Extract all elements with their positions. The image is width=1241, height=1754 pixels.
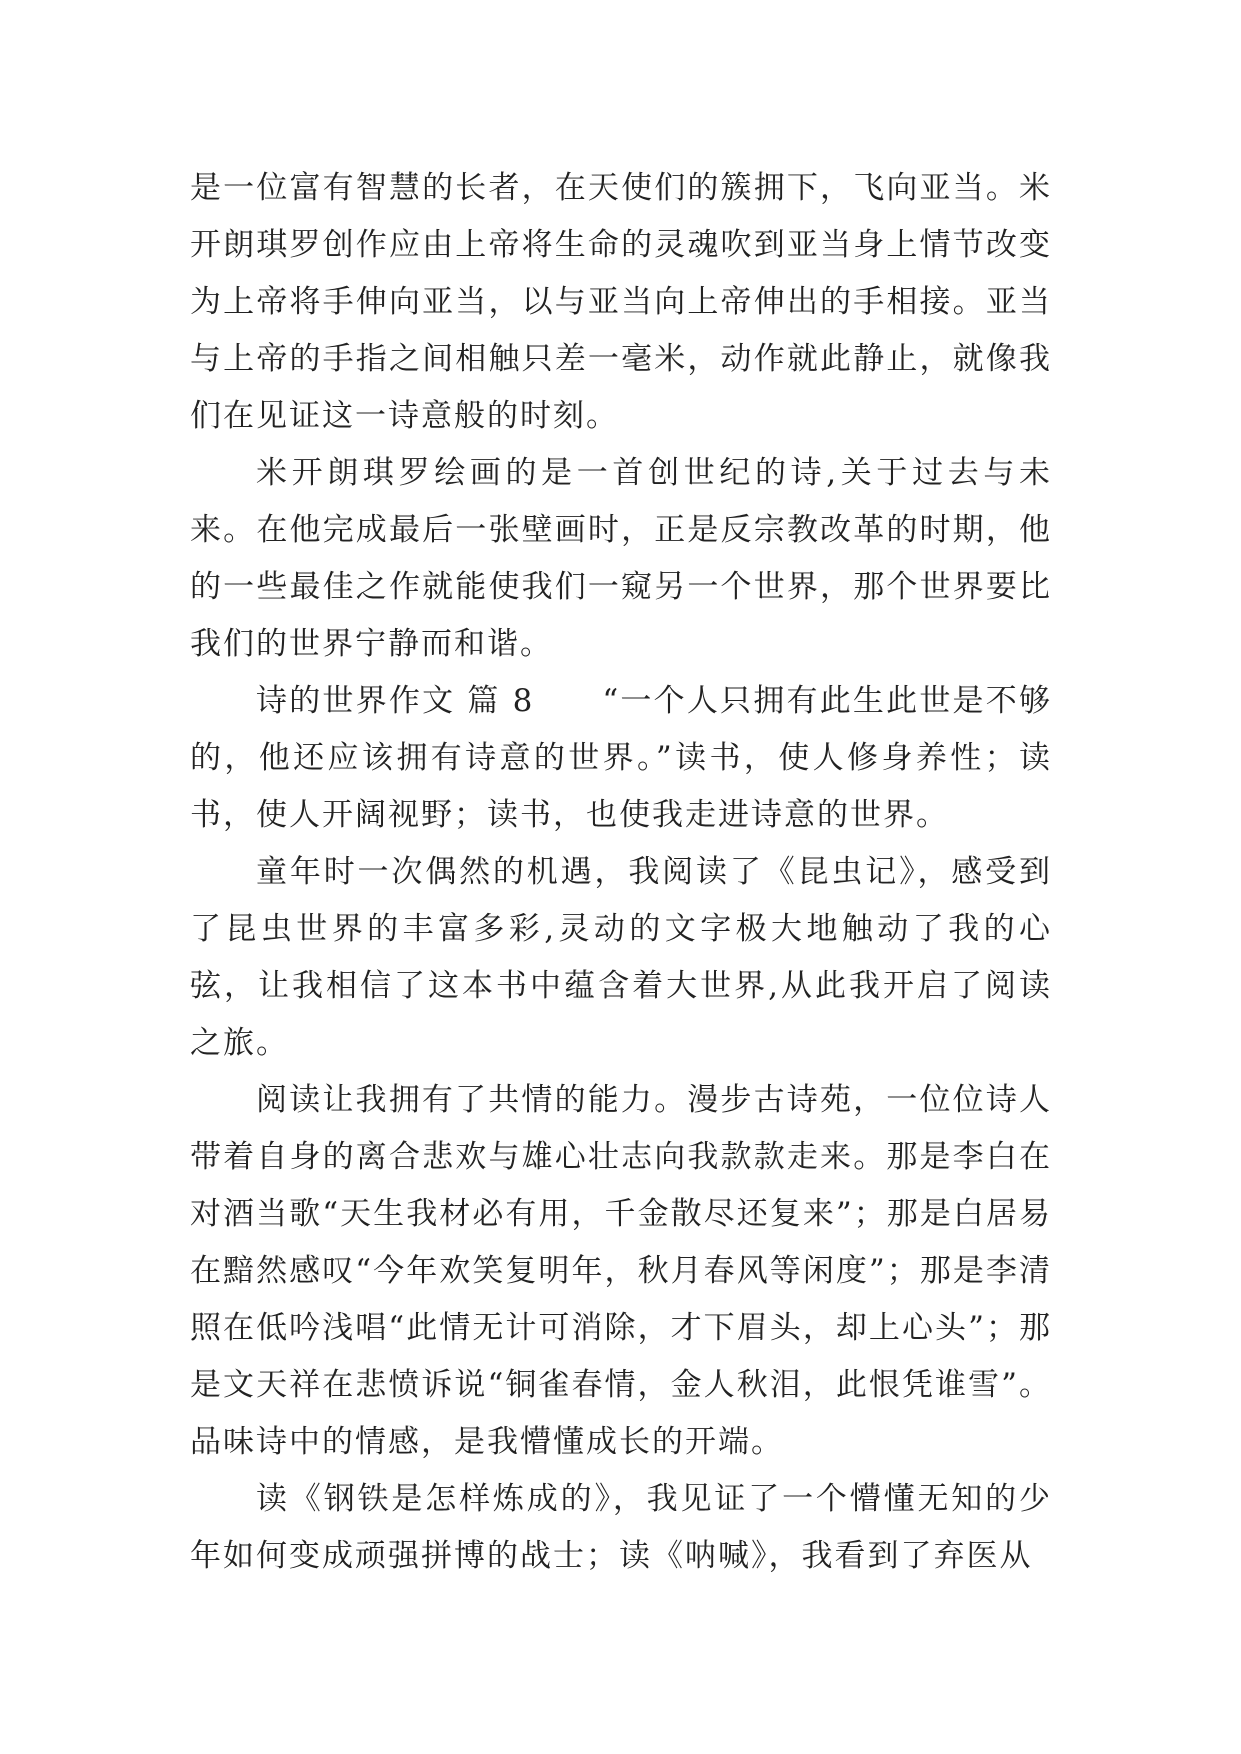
paragraph-6: 读《钢铁是怎样炼成的》，我见证了一个懵懂无知的少年如何变成顽强拼博的战士；读《呐喊》，我看到了弃医从	[190, 1481, 1052, 1574]
paragraph-1: 是一位富有智慧的长者，在天使们的簇拥下，飞向亚当。米开朗琪罗创作应由上帝将生命的灵魂吹到亚当身上情节改变为上帝将手伸向亚当，以与亚当向上帝伸出的手相接。亚当与上帝的手指之间相触只差一毫米，动作就此静止，就像我们在见证这一诗意般的时刻。	[190, 170, 1052, 434]
paragraph-2: 米开朗琪罗绘画的是一首创世纪的诗,关于过去与未来。在他完成最后一张壁画时，正是反宗教改革的时期，他的一些最佳之作就能使我们一窥另一个世界，那个世界要比我们的世界宁静而和谐。	[190, 455, 1052, 662]
paragraph-4: 童年时一次偶然的机遇，我阅读了《昆虫记》，感受到了昆虫世界的丰富多彩,灵动的文字极大地触动了我的心弦，让我相信了这本书中蕴含着大世界,从此我开启了阅读之旅。	[190, 854, 1052, 1061]
section-heading: 诗的世界作文 篇 8	[256, 683, 535, 719]
paragraph-5: 阅读让我拥有了共情的能力。漫步古诗苑，一位位诗人带着自身的离合悲欢与雄心壮志向我款款走来。那是李白在对酒当歌“天生我材必有用，千金散尽还复来”；那是白居易在黯然感叹“今年欢笑复明年，秋月春风等闲度”；那是李清照在低吟浅唱“此情无计可消除，才下眉头，却上心头”；那是文天祥在悲愤诉说“铜雀春情，金人秋泪，此恨凭谁雪”。品味诗中的情感，是我懵懂成长的开端。	[190, 1082, 1052, 1460]
paragraph-3	[190, 673, 1052, 844]
document-body	[190, 160, 1052, 1585]
paragraph-3-text: “一个人只拥有此生此世是不够的，他还应该拥有诗意的世界。”读书，使人修身养性；读书，使人开阔视野；读书，也使我走进诗意的世界。	[190, 683, 1052, 833]
